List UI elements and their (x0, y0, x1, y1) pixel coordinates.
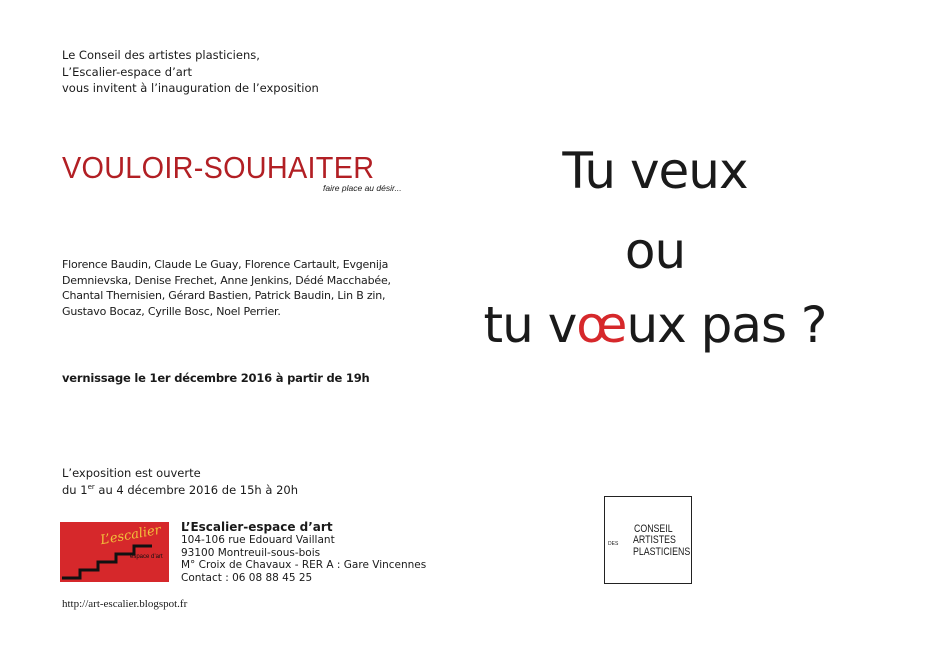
opening-dates (62, 482, 298, 499)
exhibition-title: VOULOIR-SOUHAITER (62, 150, 375, 185)
venue-contact: Contact : 06 08 88 45 25 (181, 571, 313, 584)
headline-part: ux pas ? (626, 296, 827, 354)
headline-line-2: ou (624, 222, 686, 280)
council-logo-line: CONSEIL (634, 523, 673, 535)
venue-transport: M° Croix de Chavaux - RER A : Gare Vincennes (181, 559, 427, 571)
artists-list (62, 257, 392, 319)
headline-line-1: Tu veux (562, 142, 748, 200)
venue-name: L’Escalier-espace d’art (181, 520, 333, 534)
council-logo-des: DES (608, 541, 619, 547)
exhibition-subtitle: faire place au désir... (323, 183, 402, 193)
logo-subtitle: espace d’art (130, 554, 163, 560)
ordinal-suffix: er (87, 482, 95, 491)
artists-line: Chantal Thernisien, Gérard Bastien, Patrick Baudin, Lin B zin, (62, 289, 386, 302)
artists-line: Demnievska, Denise Frechet, Anne Jenkins, Dédé Macchabée, (62, 273, 391, 287)
logo-name: L’escalier (99, 522, 163, 549)
council-logo-line: ARTISTES (633, 534, 676, 546)
opening-line: L’exposition est ouverte (62, 466, 201, 480)
artists-line: Florence Baudin, Claude Le Guay, Florence Cartault, Evgenija (62, 258, 389, 271)
headline-line-3 (470, 296, 840, 354)
artists-line: Gustavo Bocaz, Cyrille Bosc, Noel Perrier. (62, 304, 281, 318)
venue-city: 93100 Montreuil-sous-bois (181, 546, 321, 559)
invitation-intro (62, 47, 319, 97)
venue-info (181, 520, 426, 584)
intro-line: Le Conseil des artistes plasticiens, (62, 48, 260, 62)
intro-line: vous invitent à l’inauguration de l’exposition (62, 81, 319, 95)
council-logo (604, 496, 692, 584)
headline-part: tu v (483, 296, 577, 354)
escalier-logo (60, 522, 169, 582)
opening-to: au 4 décembre 2016 de 15h à 20h (94, 482, 299, 497)
website-link[interactable]: http://art-escalier.blogspot.fr (62, 598, 188, 610)
vernissage-date: vernissage le 1er décembre 2016 à partir de 19h (62, 371, 370, 385)
opening-from: du 1 (62, 482, 88, 497)
venue-address: 104-106 rue Edouard Vaillant (181, 534, 335, 546)
opening-hours (62, 465, 298, 498)
council-logo-line: PLASTICIENS (633, 546, 691, 558)
intro-line: L’Escalier-espace d’art (62, 64, 193, 79)
headline-accent: œ (576, 296, 627, 354)
